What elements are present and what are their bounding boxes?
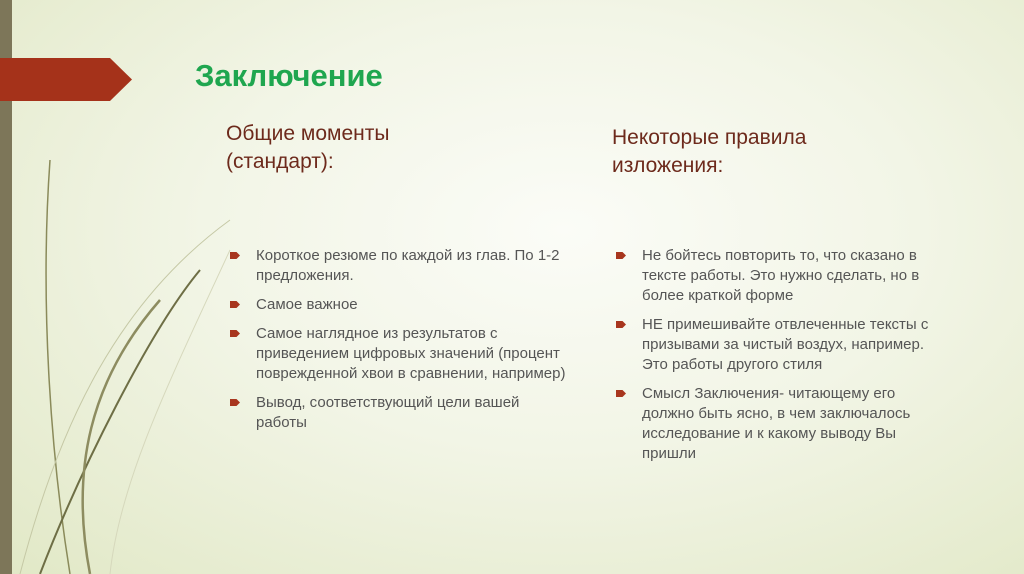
arrow-bullet-icon (230, 399, 240, 406)
list-item-text: Не бойтесь повторить то, что сказано в тексте работы. Это нужно сделать, но в более краткой форме (642, 247, 920, 304)
list-item (612, 384, 942, 464)
list-item-text: НЕ примешивайте отвлеченные тексты с призывами за чистый воздух, например. Это работы другого стиля (642, 316, 929, 373)
left-column (226, 120, 566, 442)
list-item (226, 324, 566, 384)
list-item-text: Самое важное (256, 296, 358, 313)
left-bullet-list (226, 246, 566, 433)
arrow-bullet-icon (230, 252, 240, 259)
list-item-text: Короткое резюме по каждой из глав. По 1-2 предложения. (256, 247, 560, 284)
list-item-text: Смысл Заключения- читающему его должно быть ясно, в чем заключалось исследование и к какому выводу Вы пришли (642, 385, 911, 462)
arrow-bullet-icon (616, 252, 626, 259)
list-item (612, 246, 942, 306)
arrow-bullet-icon (616, 390, 626, 397)
list-item-text: Самое наглядное из результатов с приведением цифровых значений (процент поврежденной хвои в сравнении, например) (256, 325, 566, 382)
list-item (612, 315, 942, 375)
arrow-bullet-icon (616, 321, 626, 328)
list-item-text: Вывод, соответствующий цели вашей работы (256, 394, 520, 431)
left-column-heading: Общие моменты (стандарт): (226, 122, 390, 173)
title-banner-arrow (0, 58, 132, 101)
list-item (226, 295, 566, 315)
right-bullet-list (612, 246, 942, 464)
slide-title: Заключение (195, 58, 383, 93)
right-column (612, 124, 942, 473)
arrow-bullet-icon (230, 301, 240, 308)
arrow-bullet-icon (230, 330, 240, 337)
list-item (226, 246, 566, 286)
list-item (226, 393, 566, 433)
right-column-heading: Некоторые правила изложения: (612, 126, 807, 177)
